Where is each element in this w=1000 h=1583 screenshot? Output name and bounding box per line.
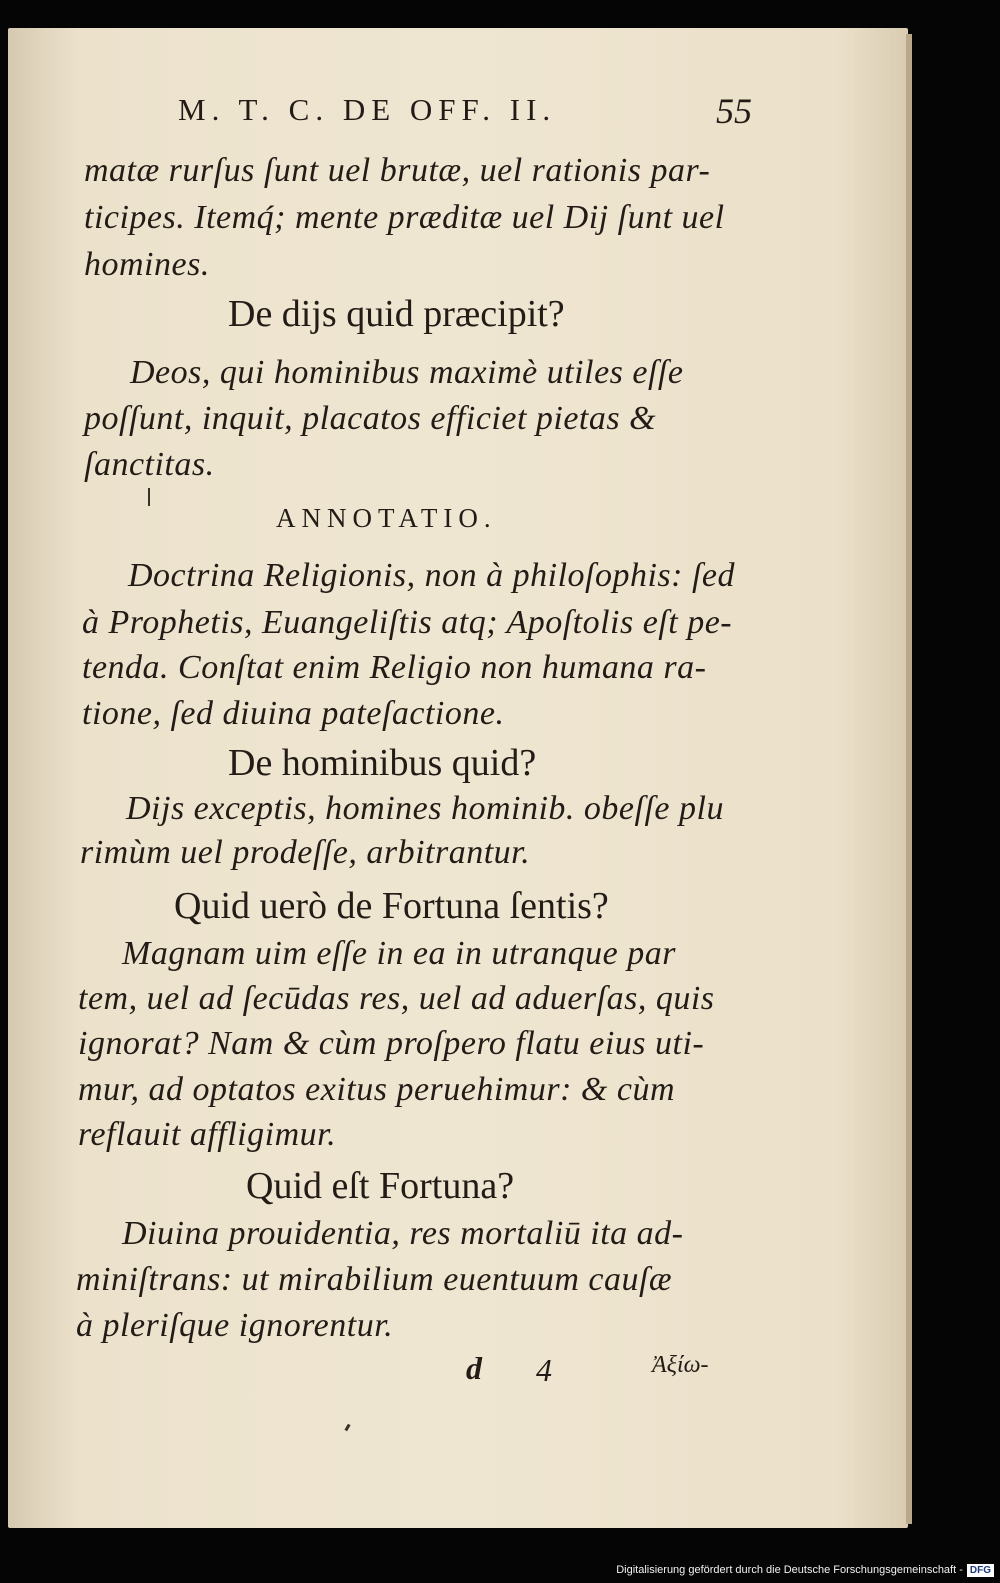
text-line: à pleriſque ignorentur. [76, 1307, 394, 1344]
text-line: tem, uel ad ſecūdas res, uel ad aduerſas, quis [78, 980, 715, 1017]
text-line: homines. [84, 246, 210, 283]
text-line: reflauit affligimur. [78, 1116, 337, 1153]
text-line: ticipes. Itemq́; mente præditæ uel Dij ſunt uel [84, 199, 725, 236]
question-heading: De dijs quid præcipit? [228, 293, 565, 335]
question-heading: Quid eſt Fortuna? [246, 1165, 515, 1207]
catchword: Ἀξίω- [652, 1352, 709, 1378]
footer-text: Digitalisierung gefördert durch die Deutsche Forschungsgemeinschaft - [616, 1564, 963, 1576]
text-line: Dijs exceptis, homines hominib. obeſſe plu [126, 790, 724, 827]
text-line: poſſunt, inquit, placatos efficiet pietas & [84, 400, 657, 437]
text-line: Diuina prouidentia, res mortaliū ita ad- [122, 1215, 684, 1252]
text-line: tenda. Conſtat enim Religio non humana ra- [82, 649, 707, 686]
text-line: ignorat? Nam & cùm proſpero flatu eius uti- [78, 1025, 705, 1062]
text-line: Doctrina Religionis, non à philoſophis: ſed [128, 557, 736, 594]
question-heading: Quid uerò de Fortuna ſentis? [174, 885, 609, 927]
text-line: miniſtrans: ut mirabilium euentuum cauſæ [76, 1261, 673, 1298]
dfg-logo: DFG [967, 1564, 994, 1577]
digitization-footer [616, 1561, 994, 1579]
text-line: mur, ad optatos exitus peruehimur: & cùm [78, 1071, 676, 1108]
text-line: Deos, qui hominibus maximè utiles eſſe [130, 354, 684, 391]
running-title: M. T. C. DE OFF. II. [178, 92, 557, 127]
section-heading: ANNOTATIO. [276, 503, 497, 533]
signature-number: 4 [536, 1352, 552, 1388]
question-heading: De hominibus quid? [228, 742, 537, 784]
text-line: tione, ſed diuina pateſactione. [82, 695, 505, 732]
signature-mark: d [466, 1350, 482, 1386]
text-line: matæ rurſus ſunt uel brutæ, uel rationis par- [84, 152, 711, 189]
page-number: 55 [716, 91, 752, 131]
text-line: à Prophetis, Euangeliſtis atq; Apoſtolis eſt pe- [82, 604, 733, 641]
text-line: rimùm uel prodeſſe, arbitrantur. [80, 834, 531, 871]
text-line: Magnam uim eſſe in ea in utranque par [122, 935, 676, 972]
ink-mark [148, 488, 150, 506]
text-line: ſanctitas. [84, 446, 215, 483]
page-edge [906, 34, 912, 1524]
